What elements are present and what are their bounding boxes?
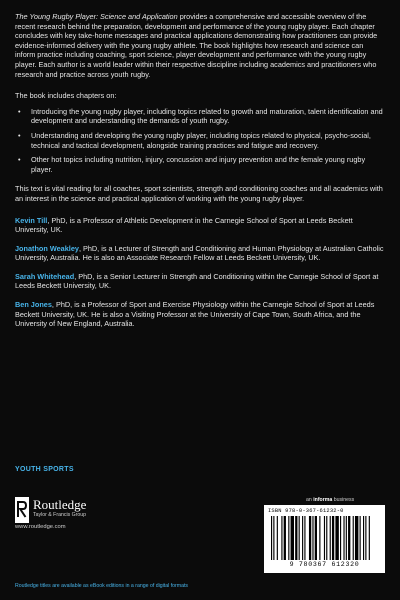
- ean-number: 9 780367 612320: [289, 561, 360, 568]
- author-bio: Kevin Till, PhD, is a Professor of Athletic Development in the Carnegie School of Sport at Leeds Beckett University, UK.: [15, 215, 353, 235]
- publisher-group: Taylor & Francis Group: [33, 512, 87, 518]
- author-name: Jonathon Weakley: [15, 243, 79, 253]
- author-bio: Jonathon Weakley, PhD, is a Lecturer of Strength and Conditioning and Human Physiology at Australian Catholic University, Australia. He is also an Associate Research Fellow at Leeds Beckett University, UK.: [15, 243, 384, 263]
- chapter-item: • Understanding and developing the young rugby player, including topics related to physical, psycho-social, technical and tactical development, alongside training practices and fatigue and recovery.: [18, 130, 371, 150]
- author-name: Kevin Till: [15, 215, 48, 225]
- publisher-name: Routledge: [33, 497, 87, 512]
- author-bio: Sarah Whitehead, PhD, is a Senior Lecturer in Strength and Conditioning within the Carnegie School of Sport at Leeds Beckett University, UK.: [15, 271, 379, 291]
- barcode-icon: [271, 516, 381, 560]
- chapter-item: • Other hot topics including nutrition, injury, concussion and injury prevention and the female young rugby player.: [18, 155, 366, 174]
- ebook-note: Routledge titles are available as eBook editions in a range of digital formats: [15, 583, 189, 589]
- author-name: Ben Jones: [15, 300, 52, 310]
- informa-brand: an informa business: [306, 497, 355, 503]
- intro-text: provides a comprehensive and accessible overview of the recent research behind the preparation, development and performance of the young rugby player. Each chapter concludes with key take-home messages and practical applications demonstrating how practitioners can provide evidence-informed delivery with the young rugby athlete. The book highlights how research and science can inform practice including coaching, sport science, player development and performance with the young rugby player. Each author is a world leader within their respective discipline including academics and practitioners who research and practice across youth rugby.: [15, 12, 378, 79]
- isbn-barcode: [264, 505, 385, 573]
- publisher-logo: [15, 497, 135, 537]
- publisher-website[interactable]: www.routledge.com: [15, 524, 66, 530]
- bullet-icon: •: [18, 155, 21, 165]
- closing-paragraph: This text is vital reading for all coaches, sport scientists, strength and conditioning coaches and all academics with an interest in the science and practical application of working with the young rugby player.: [15, 184, 383, 203]
- intro-paragraph: [15, 12, 385, 79]
- author-name: Sarah Whitehead: [15, 271, 75, 281]
- series-label: YOUTH SPORTS: [15, 466, 74, 473]
- author-bio: Ben Jones, PhD, is a Professor of Sport and Exercise Physiology within the Carnegie School of Sport at Leeds Beckett University, UK. He is also a Visiting Professor at the University of Cape Town, South Africa, and the University of New England, Australia.: [15, 300, 375, 329]
- routledge-logo-icon: [15, 497, 29, 523]
- bullet-icon: •: [18, 130, 21, 140]
- chapter-item: • Introducing the young rugby player, including topics related to growth and maturation, talent identification and development and understanding the demands of youth rugby.: [18, 106, 383, 126]
- back-cover-text: [15, 12, 385, 338]
- chapter-list: [15, 107, 385, 175]
- chapters-lead: The book includes chapters on:: [15, 91, 117, 101]
- isbn-label: ISBN 978-0-367-61232-0: [268, 508, 344, 514]
- book-title: The Young Rugby Player: Science and Application: [15, 12, 178, 21]
- bullet-icon: •: [18, 106, 21, 116]
